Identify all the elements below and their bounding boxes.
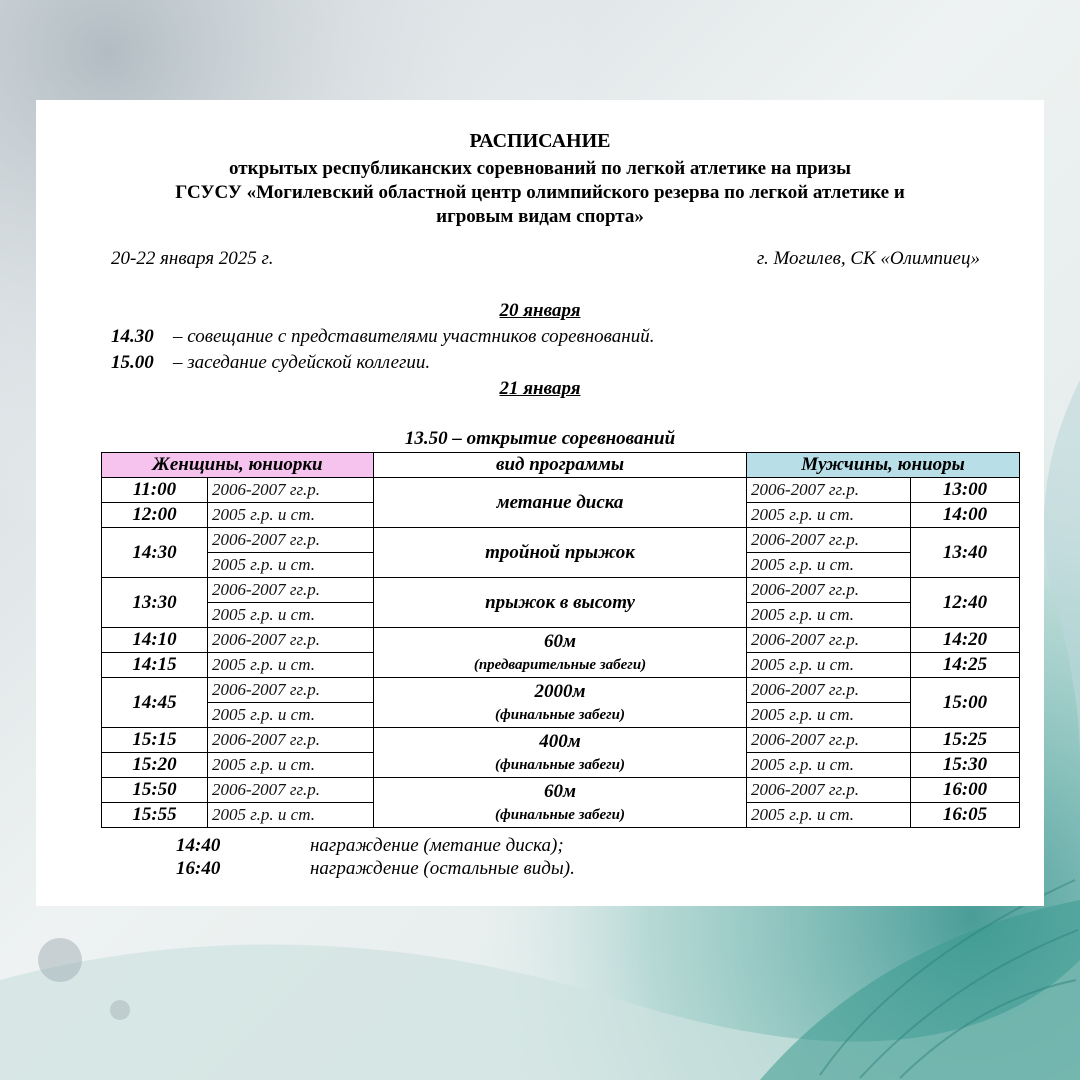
event-time: 15.00 <box>111 352 154 373</box>
women-age-group: 2005 г.р. и ст. <box>208 803 374 828</box>
women-age-group: 2006-2007 гг.р. <box>208 578 374 603</box>
women-age-group: 2005 г.р. и ст. <box>208 503 374 528</box>
men-start-time: 12:40 <box>911 578 1020 628</box>
men-age-group: 2006-2007 гг.р. <box>747 728 911 753</box>
men-age-group: 2006-2007 гг.р. <box>747 578 911 603</box>
event-name: прыжок в высоту <box>485 591 635 613</box>
men-start-time: 14:25 <box>911 653 1020 678</box>
women-start-time: 15:20 <box>102 753 208 778</box>
event-name-cell <box>374 728 747 778</box>
event-stage: (финальные забеги) <box>495 756 625 773</box>
header-program: вид программы <box>374 453 747 478</box>
women-start-time: 12:00 <box>102 503 208 528</box>
event-name-cell <box>374 678 747 728</box>
event-text: – заседание судейской коллегии. <box>173 352 431 373</box>
men-start-time: 15:00 <box>911 678 1020 728</box>
event-name-cell <box>374 578 747 628</box>
men-start-time: 16:00 <box>911 778 1020 803</box>
table-row <box>102 578 1020 603</box>
women-start-time: 14:30 <box>102 528 208 578</box>
women-age-group: 2005 г.р. и ст. <box>208 653 374 678</box>
day1-event-1 <box>111 326 654 348</box>
event-name: метание диска <box>496 491 624 513</box>
men-age-group: 2005 г.р. и ст. <box>747 703 911 728</box>
header-women: Женщины, юниорки <box>102 453 374 478</box>
schedule-table <box>101 452 1020 828</box>
table-row <box>102 728 1020 753</box>
subtitle-line-1: открытых республиканских соревнований по легкой атлетике на призы <box>229 158 851 179</box>
women-age-group: 2006-2007 гг.р. <box>208 678 374 703</box>
women-age-group: 2006-2007 гг.р. <box>208 528 374 553</box>
table-row <box>102 628 1020 653</box>
award-time: 14:40 <box>176 835 221 856</box>
women-age-group: 2005 г.р. и ст. <box>208 703 374 728</box>
table-row <box>102 778 1020 803</box>
subtitle-line-3: игровым видам спорта» <box>436 206 644 227</box>
event-name: 60м <box>544 630 577 652</box>
women-start-time: 15:15 <box>102 728 208 753</box>
women-start-time: 13:30 <box>102 578 208 628</box>
women-age-group: 2006-2007 гг.р. <box>208 478 374 503</box>
table-header <box>102 453 1020 478</box>
event-text: – совещание с представителями участников соревнований. <box>173 326 655 347</box>
event-stage: (финальные забеги) <box>495 706 625 723</box>
event-name: 2000м <box>534 680 586 702</box>
women-start-time: 15:55 <box>102 803 208 828</box>
men-start-time: 13:40 <box>911 528 1020 578</box>
event-name: 60м <box>544 780 577 802</box>
event-time: 14.30 <box>111 326 154 347</box>
event-stage: (предварительные забеги) <box>473 656 647 673</box>
table-row <box>102 678 1020 703</box>
event-dates: 20-22 января 2025 г. <box>111 248 274 269</box>
event-name: тройной прыжок <box>485 541 635 563</box>
men-age-group: 2005 г.р. и ст. <box>747 553 911 578</box>
women-age-group: 2006-2007 гг.р. <box>208 728 374 753</box>
men-age-group: 2006-2007 гг.р. <box>747 678 911 703</box>
award-2 <box>176 858 575 880</box>
opening-ceremony: 13.50 – открытие соревнований <box>404 428 676 449</box>
women-start-time: 15:50 <box>102 778 208 803</box>
men-start-time: 15:30 <box>911 753 1020 778</box>
day-heading-2: 21 января <box>499 378 581 399</box>
award-time: 16:40 <box>176 858 221 879</box>
event-name-cell <box>374 778 747 828</box>
men-age-group: 2006-2007 гг.р. <box>747 478 911 503</box>
event-stage: (финальные забеги) <box>495 806 625 823</box>
table-row <box>102 478 1020 503</box>
women-start-time: 14:15 <box>102 653 208 678</box>
day-heading-1: 20 января <box>499 300 581 321</box>
men-age-group: 2006-2007 гг.р. <box>747 528 911 553</box>
doc-title: РАСПИСАНИЕ <box>469 130 611 152</box>
event-name-cell <box>374 628 747 678</box>
men-start-time: 16:05 <box>911 803 1020 828</box>
men-start-time: 13:00 <box>911 478 1020 503</box>
women-age-group: 2006-2007 гг.р. <box>208 628 374 653</box>
men-start-time: 14:00 <box>911 503 1020 528</box>
men-age-group: 2006-2007 гг.р. <box>747 778 911 803</box>
event-name: 400м <box>539 730 581 752</box>
event-name-cell <box>374 478 747 528</box>
subtitle-line-2: ГСУСУ «Могилевский областной центр олимпийского резерва по легкой атлетике и <box>175 182 905 203</box>
men-age-group: 2005 г.р. и ст. <box>747 653 911 678</box>
men-start-time: 14:20 <box>911 628 1020 653</box>
women-start-time: 14:45 <box>102 678 208 728</box>
women-age-group: 2005 г.р. и ст. <box>208 553 374 578</box>
event-place: г. Могилев, СК «Олимпиец» <box>756 248 980 269</box>
day1-event-2 <box>111 352 430 374</box>
table-body <box>102 453 1020 828</box>
award-1 <box>176 835 564 857</box>
men-age-group: 2005 г.р. и ст. <box>747 503 911 528</box>
women-age-group: 2006-2007 гг.р. <box>208 778 374 803</box>
men-age-group: 2005 г.р. и ст. <box>747 753 911 778</box>
event-name-cell <box>374 528 747 578</box>
women-start-time: 11:00 <box>102 478 208 503</box>
women-age-group: 2005 г.р. и ст. <box>208 753 374 778</box>
header-men: Мужчины, юниоры <box>747 453 1020 478</box>
award-text: награждение (метание диска); <box>310 835 564 856</box>
award-text: награждение (остальные виды). <box>310 858 575 879</box>
men-age-group: 2005 г.р. и ст. <box>747 603 911 628</box>
schedule-sheet <box>36 100 1044 906</box>
table-row <box>102 528 1020 553</box>
men-age-group: 2006-2007 гг.р. <box>747 628 911 653</box>
women-age-group: 2005 г.р. и ст. <box>208 603 374 628</box>
men-start-time: 15:25 <box>911 728 1020 753</box>
men-age-group: 2005 г.р. и ст. <box>747 803 911 828</box>
women-start-time: 14:10 <box>102 628 208 653</box>
